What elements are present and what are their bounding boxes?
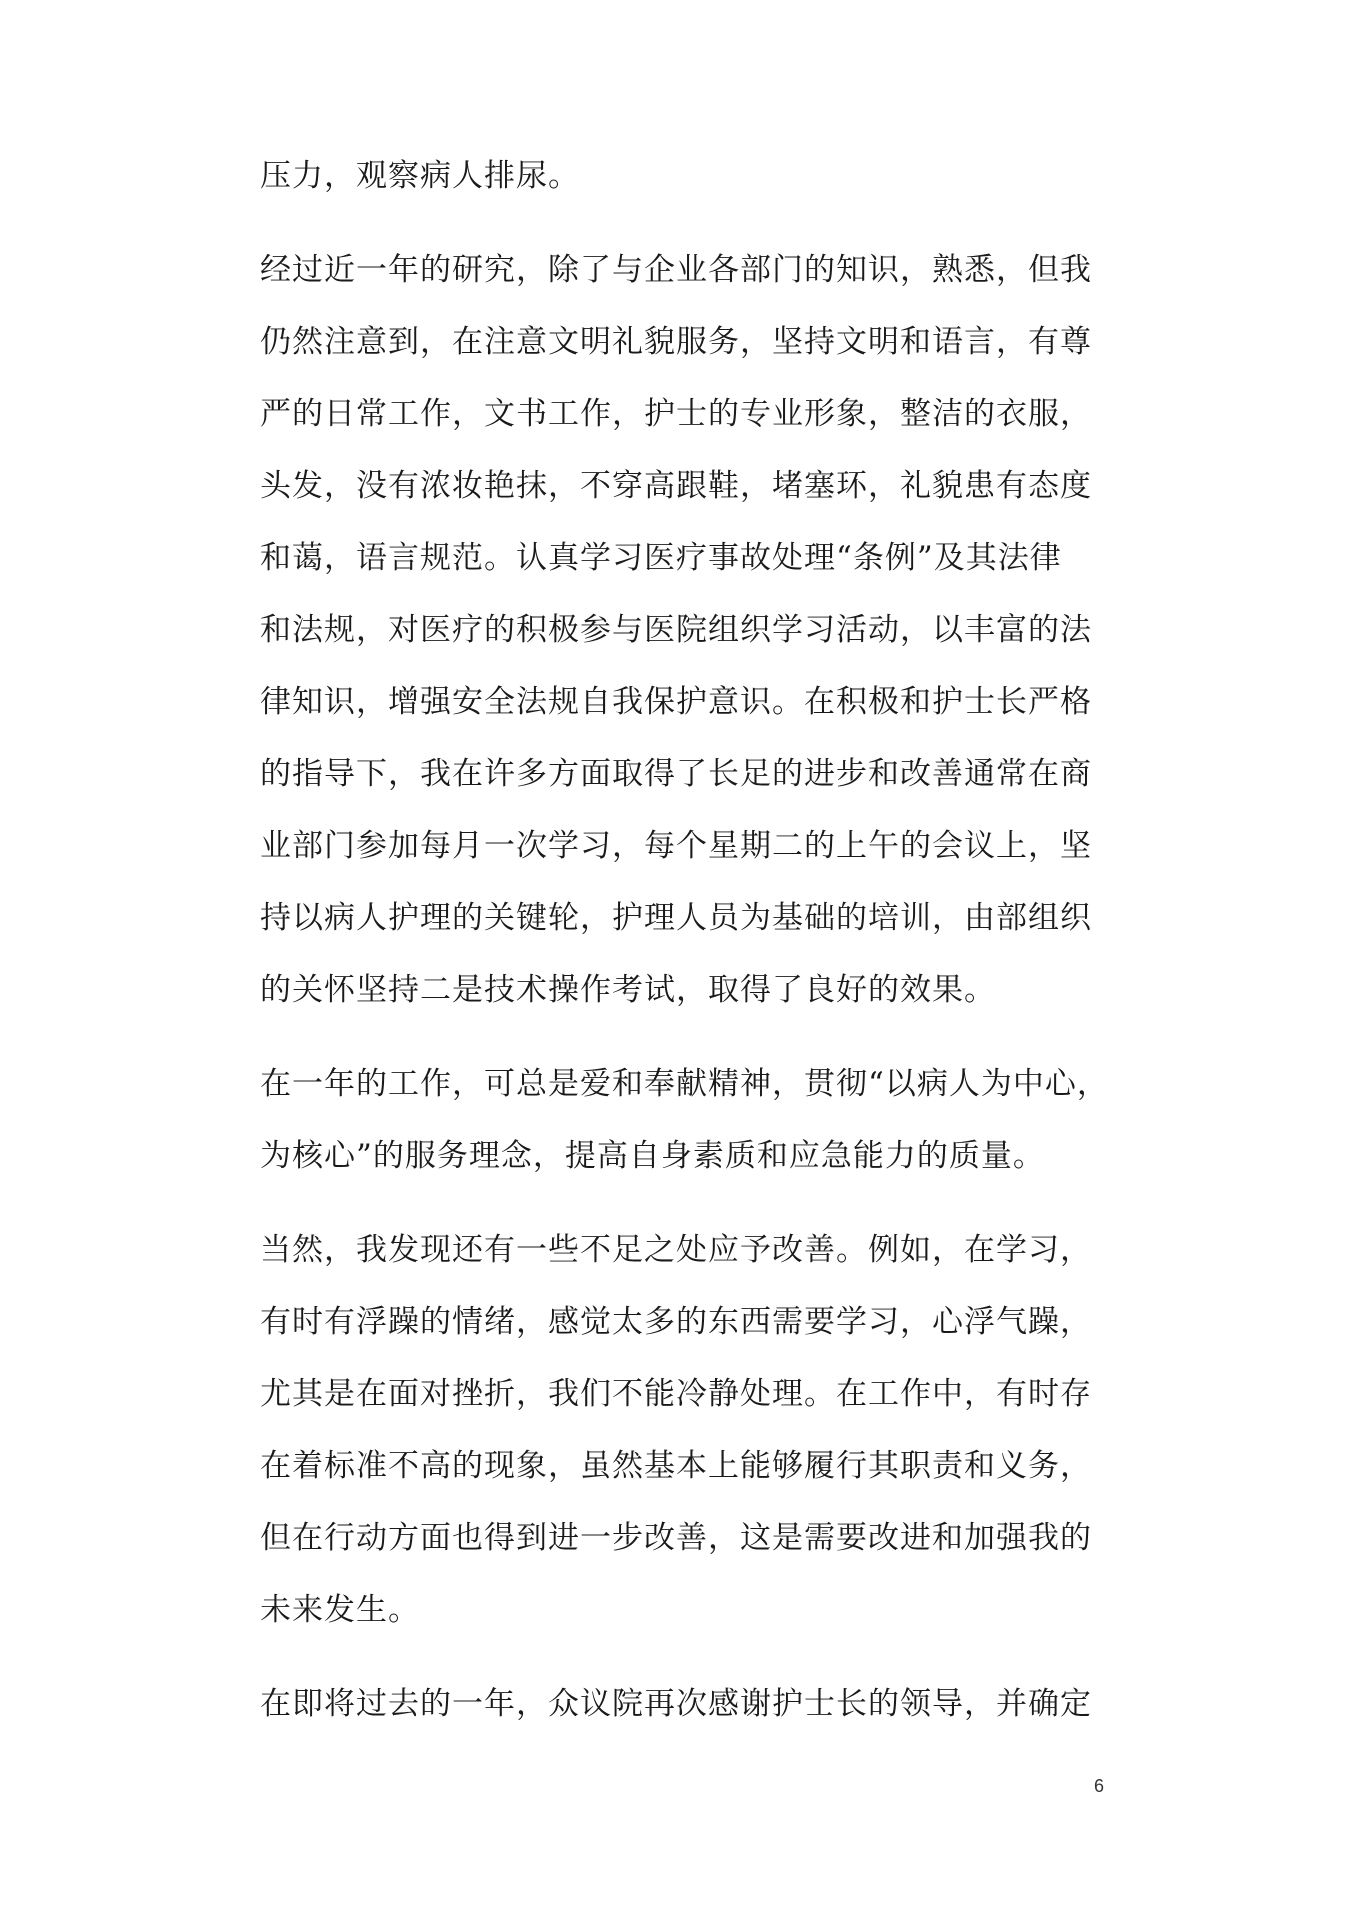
text-line: 在着标准不高的现象，虽然基本上能够履行其职责和义务， [260,1448,1092,1484]
text-line: 有时有浮躁的情绪，感觉太多的东西需要学习，心浮气躁， [260,1304,1092,1340]
text-line: 当然，我发现还有一些不足之处应予改善。例如，在学习， [260,1232,1092,1268]
text-line: 未来发生。 [260,1592,420,1628]
text-line: 持以病人护理的关键轮，护理人员为基础的培训，由部组织 [260,900,1092,936]
paragraph-1 [260,140,1110,212]
paragraph-3 [260,1048,1110,1192]
text-line: 经过近一年的研究，除了与企业各部门的知识，熟悉，但我 [260,252,1092,288]
text-line: 的关怀坚持二是技术操作考试，取得了良好的效果。 [260,972,996,1008]
text-line: 为核心”的服务理念，提高自身素质和应急能力的质量。 [260,1138,1045,1174]
text-line: 业部门参加每月一次学习，每个星期二的上午的会议上，坚 [260,828,1092,864]
text-line: 在即将过去的一年，众议院再次感谢护士长的领导，并确定 [260,1686,1092,1722]
text-line: 尤其是在面对挫折，我们不能冷静处理。在工作中，有时存 [260,1376,1092,1412]
text-line: 压力，观察病人排尿。 [260,158,580,194]
page-number: 6 [1094,1776,1105,1796]
text-line: 严的日常工作，文书工作，护士的专业形象，整洁的衣服， [260,396,1092,432]
text-line: 头发，没有浓妆艳抹，不穿高跟鞋，堵塞环，礼貌患有态度 [260,468,1092,504]
text-line: 仍然注意到，在注意文明礼貌服务，坚持文明和语言，有尊 [260,324,1092,360]
body-text [260,140,1110,1740]
text-line: 和蔼，语言规范。认真学习医疗事故处理“条例”及其法律 [260,540,1062,576]
paragraph-4 [260,1214,1110,1646]
paragraph-5 [260,1668,1110,1740]
text-line: 律知识，增强安全法规自我保护意识。在积极和护士长严格 [260,684,1092,720]
text-line: 在一年的工作，可总是爱和奉献精神，贯彻“以病人为中心， [260,1066,1109,1102]
paragraph-2 [260,234,1110,1026]
text-line: 但在行动方面也得到进一步改善，这是需要改进和加强我的 [260,1520,1092,1556]
text-line: 和法规，对医疗的积极参与医院组织学习活动，以丰富的法 [260,612,1092,648]
text-line: 的指导下，我在许多方面取得了长足的进步和改善通常在商 [260,756,1092,792]
